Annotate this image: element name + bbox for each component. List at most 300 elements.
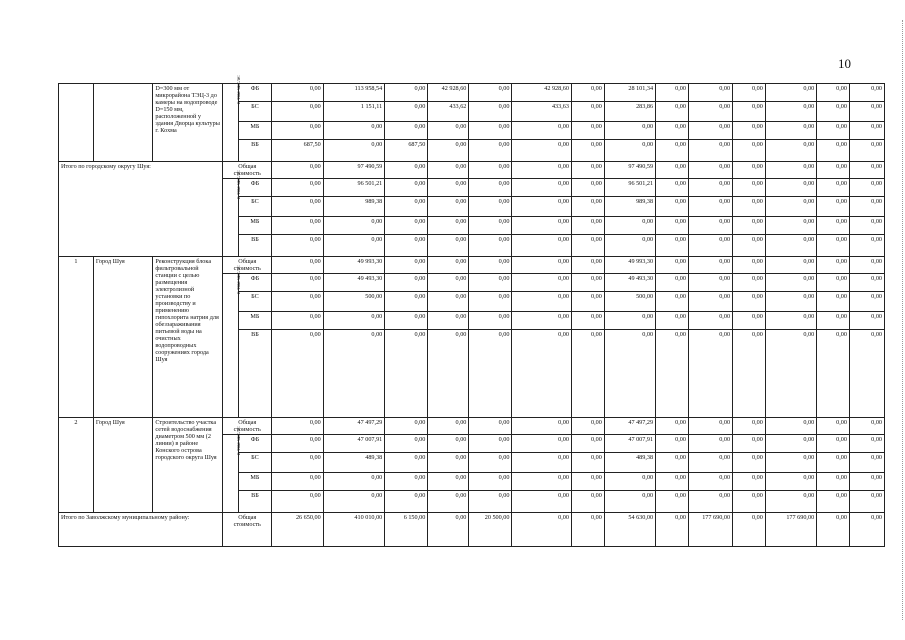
value-cell: 0,00: [656, 257, 689, 274]
value-cell: 410 010,00: [323, 513, 385, 547]
item-description: D=300 мм от микрорайона ТЭЦ-3 до камеры на водопроводе D=150 мм, расположенной у здания Дворца культуры г. Кохма: [153, 84, 223, 162]
section-total-label: Итого по городскому округу Шуя:: [59, 162, 223, 257]
value-cell: 0,00: [765, 330, 816, 418]
value-cell: 47 007,91: [604, 435, 655, 453]
value-cell: 0,00: [385, 491, 428, 513]
value-cell: 0,00: [656, 217, 689, 235]
value-cell: 500,00: [604, 292, 655, 312]
value-cell: 0,00: [323, 235, 385, 257]
value-cell: 0,00: [469, 102, 512, 122]
value-cell: 0,00: [428, 513, 469, 547]
value-cell: 0,00: [688, 418, 732, 435]
value-cell: 0,00: [469, 84, 512, 102]
value-cell: 49 493,30: [604, 274, 655, 292]
value-cell: 0,00: [765, 435, 816, 453]
value-cell: 0,00: [656, 162, 689, 179]
value-cell: 0,00: [512, 217, 572, 235]
value-cell: 0,00: [385, 122, 428, 140]
funding-source-label: БС: [238, 197, 272, 217]
value-cell: 0,00: [733, 274, 766, 292]
value-cell: 0,00: [688, 179, 732, 197]
value-cell: 49 993,30: [604, 257, 655, 274]
value-cell: 0,00: [733, 162, 766, 179]
value-cell: 0,00: [571, 418, 604, 435]
value-cell: 0,00: [656, 122, 689, 140]
value-cell: 0,00: [656, 197, 689, 217]
value-cell: 283,86: [604, 102, 655, 122]
value-cell: 0,00: [272, 312, 323, 330]
value-cell: 0,00: [571, 274, 604, 292]
value-cell: 0,00: [469, 197, 512, 217]
value-cell: 0,00: [571, 122, 604, 140]
value-cell: 0,00: [688, 235, 732, 257]
item-number: 2: [59, 418, 94, 513]
value-cell: 0,00: [817, 274, 850, 292]
value-cell: 0,00: [765, 102, 816, 122]
value-cell: 0,00: [428, 217, 469, 235]
total-cost-label: Общая стоимость: [223, 257, 272, 274]
value-cell: 0,00: [817, 217, 850, 235]
item-number: [59, 84, 94, 162]
value-cell: 0,00: [385, 453, 428, 473]
value-cell: 489,38: [323, 453, 385, 473]
value-cell: 0,00: [512, 140, 572, 162]
value-cell: 0,00: [604, 312, 655, 330]
value-cell: 0,00: [817, 235, 850, 257]
value-cell: 0,00: [765, 257, 816, 274]
value-cell: 0,00: [817, 162, 850, 179]
value-cell: 47 497,29: [323, 418, 385, 435]
value-cell: 0,00: [849, 84, 884, 102]
value-cell: 0,00: [849, 217, 884, 235]
item-municipality: [93, 84, 153, 162]
value-cell: 0,00: [817, 179, 850, 197]
value-cell: 0,00: [765, 292, 816, 312]
value-cell: 0,00: [428, 257, 469, 274]
value-cell: 0,00: [733, 197, 766, 217]
value-cell: 0,00: [604, 491, 655, 513]
value-cell: 0,00: [512, 453, 572, 473]
value-cell: 0,00: [849, 274, 884, 292]
value-cell: 0,00: [428, 235, 469, 257]
value-cell: 0,00: [512, 122, 572, 140]
funding-source-label: ВБ: [238, 491, 272, 513]
value-cell: 0,00: [656, 274, 689, 292]
value-cell: 0,00: [604, 330, 655, 418]
incl-label-vertical: [223, 170, 242, 257]
funding-source-label: МБ: [238, 473, 272, 491]
value-cell: 0,00: [817, 102, 850, 122]
incl-label-text: в том числе:: [235, 265, 242, 294]
value-cell: 0,00: [765, 491, 816, 513]
value-cell: 0,00: [428, 292, 469, 312]
value-cell: 0,00: [688, 140, 732, 162]
value-cell: 0,00: [428, 179, 469, 197]
value-cell: 0,00: [512, 491, 572, 513]
value-cell: 0,00: [469, 418, 512, 435]
value-cell: 0,00: [656, 312, 689, 330]
value-cell: 0,00: [571, 312, 604, 330]
value-cell: 0,00: [428, 491, 469, 513]
value-cell: 0,00: [385, 473, 428, 491]
value-cell: 0,00: [571, 162, 604, 179]
value-cell: 687,50: [385, 140, 428, 162]
value-cell: 0,00: [272, 330, 323, 418]
value-cell: 0,00: [849, 292, 884, 312]
page-number: 10: [838, 56, 851, 71]
value-cell: 113 958,54: [323, 84, 385, 102]
value-cell: 0,00: [512, 418, 572, 435]
value-cell: 0,00: [733, 453, 766, 473]
value-cell: 0,00: [765, 140, 816, 162]
value-cell: 0,00: [849, 418, 884, 435]
funding-source-label: МБ: [238, 217, 272, 235]
value-cell: 0,00: [571, 140, 604, 162]
value-cell: 0,00: [656, 292, 689, 312]
value-cell: 0,00: [512, 513, 572, 547]
value-cell: 0,00: [656, 513, 689, 547]
value-cell: 0,00: [817, 418, 850, 435]
value-cell: 0,00: [272, 257, 323, 274]
value-cell: 0,00: [733, 179, 766, 197]
value-cell: 0,00: [272, 84, 323, 102]
value-cell: 0,00: [849, 179, 884, 197]
value-cell: 0,00: [849, 235, 884, 257]
value-cell: 0,00: [817, 84, 850, 102]
value-cell: 0,00: [688, 102, 732, 122]
table-row: [59, 84, 885, 102]
value-cell: 0,00: [688, 453, 732, 473]
value-cell: 54 630,00: [604, 513, 655, 547]
value-cell: 0,00: [428, 140, 469, 162]
value-cell: 0,00: [385, 292, 428, 312]
value-cell: 0,00: [469, 179, 512, 197]
table-row: [59, 418, 885, 435]
value-cell: 0,00: [849, 312, 884, 330]
value-cell: 0,00: [385, 217, 428, 235]
value-cell: 0,00: [656, 491, 689, 513]
value-cell: 0,00: [512, 292, 572, 312]
value-cell: 0,00: [817, 292, 850, 312]
value-cell: 0,00: [604, 140, 655, 162]
value-cell: 0,00: [571, 292, 604, 312]
value-cell: 0,00: [571, 330, 604, 418]
value-cell: 0,00: [733, 217, 766, 235]
funding-source-label: ФБ: [238, 179, 272, 197]
value-cell: 0,00: [571, 179, 604, 197]
value-cell: 0,00: [469, 257, 512, 274]
value-cell: 0,00: [656, 418, 689, 435]
value-cell: 0,00: [428, 330, 469, 418]
funding-source-label: ВБ: [238, 330, 272, 418]
value-cell: 0,00: [512, 435, 572, 453]
total-cost-label: Общая стоимость: [223, 513, 272, 547]
value-cell: 96 501,21: [323, 179, 385, 197]
value-cell: 0,00: [469, 292, 512, 312]
value-cell: 0,00: [272, 102, 323, 122]
item-municipality: Город Шуя: [93, 257, 153, 418]
value-cell: 0,00: [571, 217, 604, 235]
value-cell: 0,00: [656, 330, 689, 418]
funding-source-label: БС: [238, 453, 272, 473]
value-cell: 0,00: [272, 197, 323, 217]
value-cell: 28 101,34: [604, 84, 655, 102]
value-cell: 0,00: [849, 453, 884, 473]
value-cell: 0,00: [817, 330, 850, 418]
value-cell: 0,00: [469, 274, 512, 292]
value-cell: 0,00: [733, 418, 766, 435]
value-cell: 0,00: [272, 162, 323, 179]
value-cell: 0,00: [469, 330, 512, 418]
value-cell: 0,00: [688, 197, 732, 217]
total-cost-label: Общая стоимость: [223, 418, 272, 435]
value-cell: 687,50: [272, 140, 323, 162]
table-row: [59, 257, 885, 274]
value-cell: 0,00: [428, 418, 469, 435]
incl-label-vertical: [223, 426, 242, 513]
incl-label-text: в том числе:: [235, 75, 242, 104]
value-cell: 0,00: [469, 140, 512, 162]
value-cell: 0,00: [656, 435, 689, 453]
total-cost-label: Общая стоимость: [223, 162, 272, 179]
value-cell: 0,00: [469, 122, 512, 140]
value-cell: 0,00: [272, 217, 323, 235]
value-cell: 0,00: [688, 274, 732, 292]
value-cell: 0,00: [688, 217, 732, 235]
value-cell: 0,00: [817, 473, 850, 491]
value-cell: 0,00: [571, 473, 604, 491]
district-total-label: Итого по Заволжскому муниципальному району:: [59, 513, 223, 547]
value-cell: 0,00: [817, 513, 850, 547]
value-cell: 0,00: [817, 312, 850, 330]
value-cell: 0,00: [272, 235, 323, 257]
value-cell: 0,00: [849, 491, 884, 513]
value-cell: 0,00: [733, 235, 766, 257]
value-cell: 0,00: [469, 491, 512, 513]
value-cell: 0,00: [817, 140, 850, 162]
value-cell: 0,00: [688, 162, 732, 179]
value-cell: 0,00: [512, 197, 572, 217]
value-cell: 0,00: [512, 274, 572, 292]
value-cell: 0,00: [849, 435, 884, 453]
value-cell: 0,00: [765, 312, 816, 330]
value-cell: 0,00: [817, 257, 850, 274]
value-cell: 0,00: [765, 84, 816, 102]
value-cell: 47 497,29: [604, 418, 655, 435]
value-cell: 989,38: [323, 197, 385, 217]
value-cell: 0,00: [765, 122, 816, 140]
item-municipality: Город Шуя: [93, 418, 153, 513]
funding-source-label: ФБ: [238, 274, 272, 292]
value-cell: 0,00: [469, 312, 512, 330]
value-cell: 0,00: [428, 162, 469, 179]
value-cell: 0,00: [272, 435, 323, 453]
value-cell: 0,00: [733, 312, 766, 330]
incl-label-vertical: [223, 75, 242, 162]
value-cell: 0,00: [323, 473, 385, 491]
value-cell: 433,63: [512, 102, 572, 122]
value-cell: 26 650,00: [272, 513, 323, 547]
value-cell: 0,00: [604, 217, 655, 235]
value-cell: 0,00: [571, 84, 604, 102]
value-cell: 0,00: [428, 435, 469, 453]
value-cell: 177 690,00: [765, 513, 816, 547]
value-cell: 0,00: [688, 330, 732, 418]
value-cell: 0,00: [688, 292, 732, 312]
item-number: 1: [59, 257, 94, 418]
value-cell: 177 690,00: [688, 513, 732, 547]
value-cell: 0,00: [817, 122, 850, 140]
value-cell: 0,00: [428, 473, 469, 491]
value-cell: 0,00: [765, 162, 816, 179]
value-cell: 0,00: [849, 257, 884, 274]
incl-label-text: в том числе:: [235, 426, 242, 455]
value-cell: 96 501,21: [604, 179, 655, 197]
funding-source-label: МБ: [238, 312, 272, 330]
value-cell: 0,00: [385, 102, 428, 122]
funding-source-label: ФБ: [238, 84, 272, 102]
funding-source-label: БС: [238, 102, 272, 122]
value-cell: 0,00: [765, 235, 816, 257]
value-cell: 0,00: [656, 453, 689, 473]
value-cell: 0,00: [656, 102, 689, 122]
value-cell: 0,00: [385, 235, 428, 257]
value-cell: 0,00: [849, 162, 884, 179]
value-cell: 0,00: [571, 513, 604, 547]
value-cell: 0,00: [733, 122, 766, 140]
value-cell: 0,00: [571, 453, 604, 473]
value-cell: 0,00: [733, 435, 766, 453]
value-cell: 0,00: [469, 453, 512, 473]
item-description: Строительство участка сетей водоснабжения диаметром 500 мм (2 линии) в районе Конского острова городского округа Шуя: [153, 418, 223, 513]
value-cell: 0,00: [428, 197, 469, 217]
incl-label-vertical: [223, 265, 242, 418]
value-cell: 0,00: [469, 435, 512, 453]
value-cell: 0,00: [765, 453, 816, 473]
value-cell: 0,00: [385, 435, 428, 453]
value-cell: 0,00: [385, 418, 428, 435]
value-cell: 0,00: [656, 140, 689, 162]
value-cell: 0,00: [512, 330, 572, 418]
value-cell: 47 007,91: [323, 435, 385, 453]
value-cell: 0,00: [765, 274, 816, 292]
value-cell: 0,00: [385, 84, 428, 102]
value-cell: 97 490,59: [323, 162, 385, 179]
value-cell: 0,00: [688, 473, 732, 491]
value-cell: 0,00: [323, 217, 385, 235]
value-cell: 49 993,30: [323, 257, 385, 274]
value-cell: 0,00: [385, 162, 428, 179]
value-cell: 0,00: [733, 513, 766, 547]
funding-source-label: ВБ: [238, 235, 272, 257]
value-cell: 0,00: [849, 122, 884, 140]
value-cell: 0,00: [688, 312, 732, 330]
value-cell: 0,00: [817, 453, 850, 473]
value-cell: 0,00: [571, 235, 604, 257]
funding-source-label: МБ: [238, 122, 272, 140]
value-cell: 0,00: [272, 179, 323, 197]
scan-edge: [900, 20, 903, 620]
value-cell: 1 151,11: [323, 102, 385, 122]
value-cell: 0,00: [428, 312, 469, 330]
value-cell: 0,00: [849, 197, 884, 217]
value-cell: 0,00: [765, 179, 816, 197]
value-cell: 0,00: [571, 491, 604, 513]
value-cell: 0,00: [385, 330, 428, 418]
value-cell: 0,00: [272, 453, 323, 473]
value-cell: 0,00: [849, 513, 884, 547]
value-cell: 0,00: [849, 102, 884, 122]
funding-source-label: БС: [238, 292, 272, 312]
value-cell: 0,00: [385, 257, 428, 274]
value-cell: 0,00: [688, 491, 732, 513]
value-cell: 0,00: [817, 491, 850, 513]
value-cell: 0,00: [733, 84, 766, 102]
value-cell: 500,00: [323, 292, 385, 312]
value-cell: 0,00: [272, 473, 323, 491]
value-cell: 0,00: [512, 257, 572, 274]
value-cell: 6 150,00: [385, 513, 428, 547]
value-cell: 0,00: [385, 312, 428, 330]
value-cell: 0,00: [733, 140, 766, 162]
value-cell: 0,00: [733, 473, 766, 491]
value-cell: 0,00: [849, 140, 884, 162]
value-cell: 0,00: [733, 257, 766, 274]
value-cell: 433,62: [428, 102, 469, 122]
table-row: [59, 162, 885, 179]
value-cell: 0,00: [571, 435, 604, 453]
value-cell: 0,00: [272, 418, 323, 435]
value-cell: 0,00: [688, 435, 732, 453]
value-cell: 0,00: [733, 491, 766, 513]
value-cell: 0,00: [656, 84, 689, 102]
value-cell: 49 493,30: [323, 274, 385, 292]
value-cell: 97 490,59: [604, 162, 655, 179]
value-cell: 0,00: [512, 235, 572, 257]
value-cell: 0,00: [323, 491, 385, 513]
value-cell: 0,00: [688, 84, 732, 102]
value-cell: 0,00: [469, 162, 512, 179]
value-cell: 0,00: [571, 102, 604, 122]
funding-source-label: ВБ: [238, 140, 272, 162]
value-cell: 0,00: [512, 162, 572, 179]
value-cell: 0,00: [512, 473, 572, 491]
value-cell: 0,00: [323, 312, 385, 330]
value-cell: 0,00: [385, 197, 428, 217]
value-cell: 0,00: [604, 235, 655, 257]
value-cell: 0,00: [733, 102, 766, 122]
value-cell: 0,00: [604, 473, 655, 491]
value-cell: 0,00: [849, 473, 884, 491]
value-cell: 0,00: [656, 179, 689, 197]
funding-source-label: ФБ: [238, 435, 272, 453]
value-cell: 0,00: [323, 330, 385, 418]
value-cell: 0,00: [428, 274, 469, 292]
value-cell: 0,00: [656, 473, 689, 491]
value-cell: 0,00: [512, 312, 572, 330]
value-cell: 0,00: [469, 235, 512, 257]
table-row: [59, 513, 885, 547]
value-cell: 20 500,00: [469, 513, 512, 547]
value-cell: 0,00: [272, 274, 323, 292]
value-cell: 0,00: [765, 418, 816, 435]
value-cell: 0,00: [428, 122, 469, 140]
value-cell: 0,00: [656, 235, 689, 257]
value-cell: 0,00: [817, 197, 850, 217]
value-cell: 0,00: [428, 453, 469, 473]
value-cell: 0,00: [323, 140, 385, 162]
incl-label-text: в том числе:: [235, 170, 242, 199]
